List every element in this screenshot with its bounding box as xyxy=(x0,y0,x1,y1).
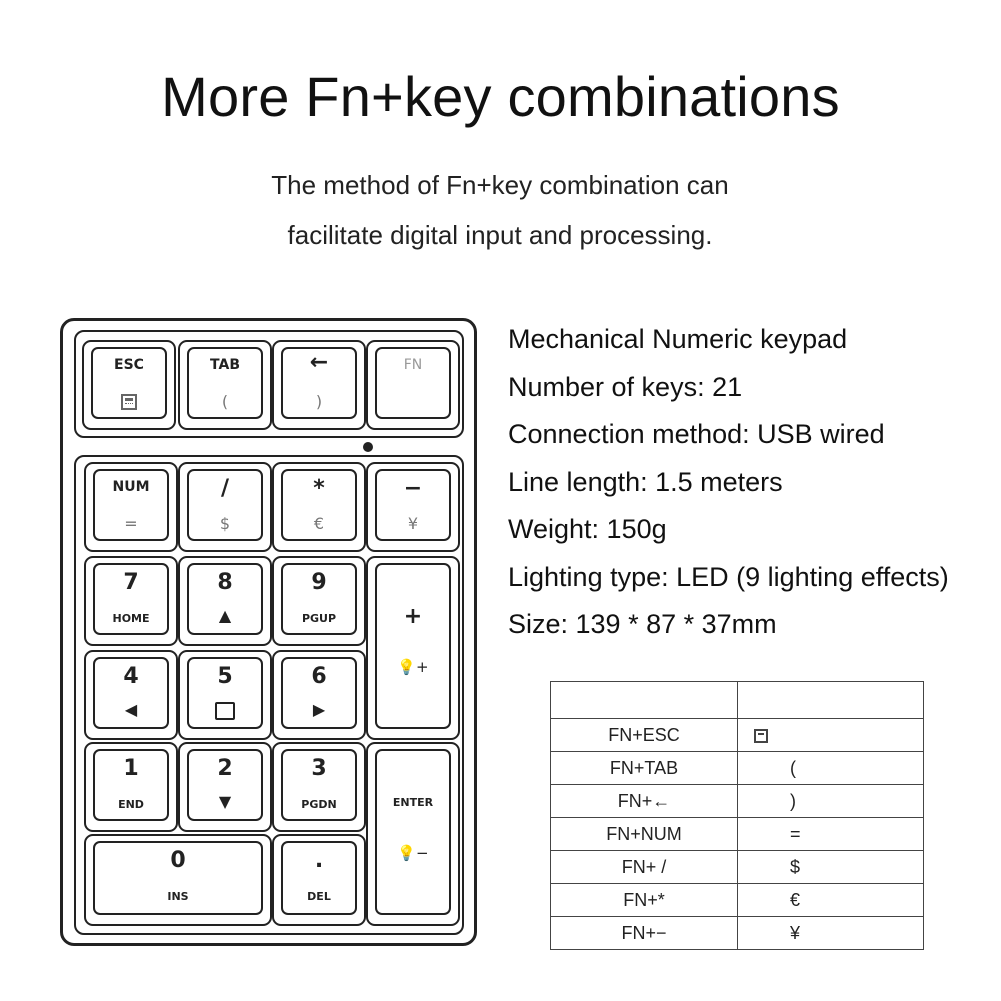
fn-combo-table xyxy=(550,681,924,950)
key-plus-label: + xyxy=(403,604,423,629)
calculator-icon xyxy=(121,394,137,410)
key-5 xyxy=(178,650,272,740)
brightness-down-icon: 💡− xyxy=(397,844,429,862)
key-3-label: 3 xyxy=(311,756,327,781)
combo-cell: FN+← xyxy=(551,785,738,818)
spec-weight: Weight: 150g xyxy=(508,514,667,544)
key-4 xyxy=(84,650,178,740)
result-cell: € xyxy=(738,884,924,917)
combo-cell: FN+− xyxy=(551,917,738,950)
key-9 xyxy=(272,556,366,646)
arrow-left-icon: ◀ xyxy=(124,700,138,719)
brightness-down-sign: − xyxy=(416,844,429,862)
spec-connection: Connection method: USB wired xyxy=(508,419,885,449)
key-2 xyxy=(178,742,272,832)
key-slash-sub: $ xyxy=(219,514,231,533)
arrow-up-icon: ▲ xyxy=(218,606,232,625)
table-row xyxy=(551,719,924,752)
calculator-icon xyxy=(754,729,768,743)
key-fn xyxy=(366,340,460,430)
table-header-cell xyxy=(551,682,738,719)
table-row xyxy=(551,917,924,950)
table-row xyxy=(551,818,924,851)
key-esc xyxy=(82,340,176,430)
key-1-sub: END xyxy=(118,798,144,811)
key-7-sub: HOME xyxy=(112,612,150,625)
key-3 xyxy=(272,742,366,832)
key-0 xyxy=(84,834,272,926)
subtitle-line-2: facilitate digital input and processing. xyxy=(287,220,713,250)
key-num-sub: = xyxy=(124,514,138,533)
spec-key-count: Number of keys: 21 xyxy=(508,371,743,402)
lighting-mode-icon xyxy=(180,702,270,724)
spec-type: Mechanical Numeric keypad xyxy=(508,324,848,354)
combo-cell: FN+NUM xyxy=(551,818,738,851)
key-7-label: 7 xyxy=(123,570,139,595)
led-indicator xyxy=(363,442,373,452)
key-num-label: NUM xyxy=(112,479,150,495)
key-minus-label: − xyxy=(403,476,423,501)
key-3-sub: PGDN xyxy=(301,798,337,811)
key-asterisk xyxy=(272,462,366,552)
key-asterisk-sub: € xyxy=(313,514,325,533)
spec-lighting: Lighting type: LED (9 lighting effects) xyxy=(508,561,949,592)
page-title: More Fn+key combinations xyxy=(161,65,840,128)
key-4-label: 4 xyxy=(123,664,139,689)
key-slash xyxy=(178,462,272,552)
combo-cell: FN+TAB xyxy=(551,752,738,785)
combo-cell: FN+* xyxy=(551,884,738,917)
brightness-up-sign: + xyxy=(416,658,429,676)
key-enter-label: ENTER xyxy=(392,796,434,809)
key-0-sub: INS xyxy=(167,890,189,903)
table-row xyxy=(551,884,924,917)
key-9-sub: PGUP xyxy=(301,612,337,625)
key-asterisk-label: * xyxy=(313,476,325,501)
key-9-label: 9 xyxy=(311,570,327,595)
key-1-label: 1 xyxy=(123,756,139,781)
result-cell: ( xyxy=(738,752,924,785)
result-cell: ¥ xyxy=(738,917,924,950)
combo-cell: FN+ESC xyxy=(551,719,738,752)
key-fn-label: FN xyxy=(403,357,423,373)
result-cell xyxy=(738,719,924,752)
table-row xyxy=(551,785,924,818)
key-8 xyxy=(178,556,272,646)
key-2-label: 2 xyxy=(217,756,233,781)
key-num xyxy=(84,462,178,552)
key-5-label: 5 xyxy=(217,664,233,689)
key-minus-sub: ¥ xyxy=(407,514,419,533)
key-0-label: 0 xyxy=(170,848,186,873)
key-1 xyxy=(84,742,178,832)
key-backspace-sub: ) xyxy=(315,392,323,411)
key-tab xyxy=(178,340,272,430)
key-esc-label: ESC xyxy=(114,357,144,373)
table-header-cell xyxy=(738,682,924,719)
key-dot xyxy=(272,834,366,926)
key-dot-sub: DEL xyxy=(307,890,331,903)
table-header-row xyxy=(551,682,924,719)
key-tab-label: TAB xyxy=(210,357,240,373)
arrow-right-icon: ▶ xyxy=(312,700,326,719)
key-dot-label: . xyxy=(314,848,324,873)
key-tab-sub: ( xyxy=(221,392,229,411)
result-cell: ) xyxy=(738,785,924,818)
key-7 xyxy=(84,556,178,646)
key-6 xyxy=(272,650,366,740)
result-cell: $ xyxy=(738,851,924,884)
subtitle-line-1: The method of Fn+key combination can xyxy=(271,170,729,200)
spec-size: Size: 139 * 87 * 37mm xyxy=(508,609,777,639)
table-row xyxy=(551,851,924,884)
key-slash-label: / xyxy=(220,476,230,501)
table-row xyxy=(551,752,924,785)
key-6-label: 6 xyxy=(311,664,327,689)
key-enter xyxy=(366,742,460,926)
key-backspace-label: ← xyxy=(309,350,329,375)
spec-line-length: Line length: 1.5 meters xyxy=(508,466,783,497)
page-subtitle xyxy=(160,160,840,260)
brightness-up-icon: 💡+ xyxy=(397,658,429,676)
key-minus xyxy=(366,462,460,552)
key-plus xyxy=(366,556,460,740)
spec-list xyxy=(508,316,998,649)
result-cell: = xyxy=(738,818,924,851)
key-8-label: 8 xyxy=(217,570,233,595)
key-backspace xyxy=(272,340,366,430)
arrow-down-icon: ▼ xyxy=(218,792,232,811)
combo-cell: FN+ / xyxy=(551,851,738,884)
